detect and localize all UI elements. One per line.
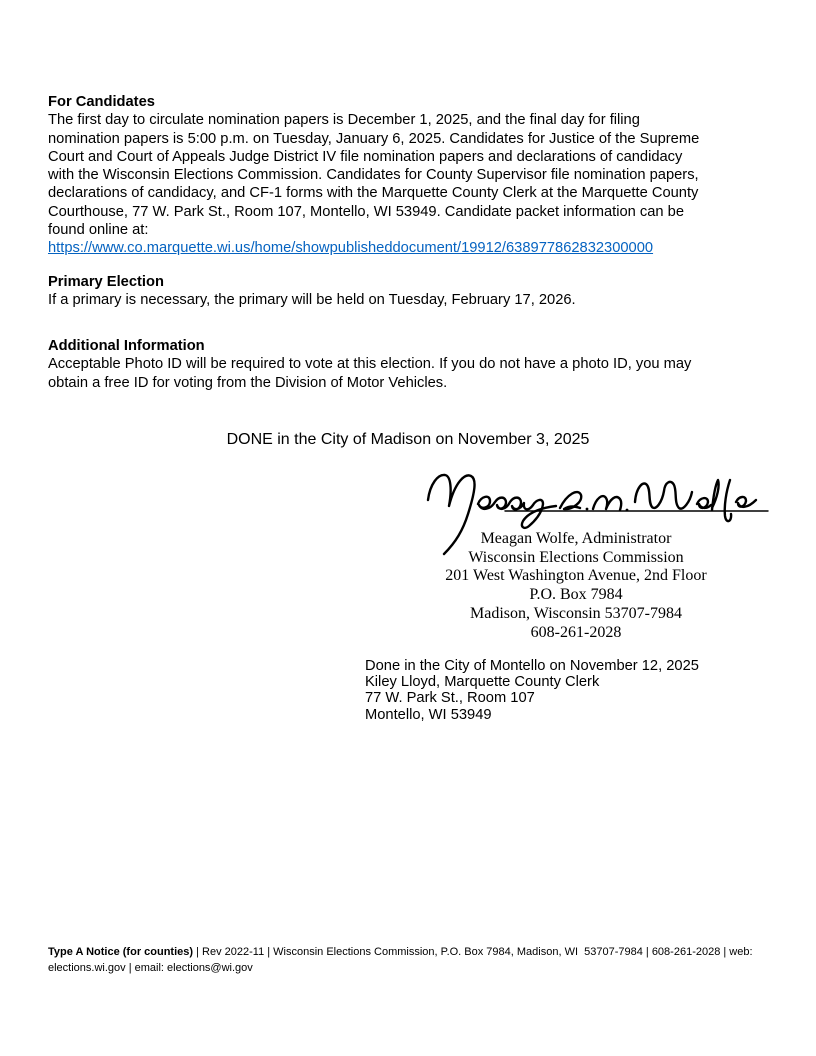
body-line: obtain a free ID for voting from the Division of Motor Vehicles. — [48, 374, 448, 391]
signature-block — [376, 530, 776, 642]
county-clerk-city-state-zip: Montello, WI 53949 — [365, 706, 492, 723]
body-line: found online at: — [48, 222, 149, 239]
footer — [48, 944, 788, 976]
section-for-candidates — [48, 93, 699, 258]
body-line: Acceptable Photo ID will be required to vote at this election. If you do not have a photo ID, you may — [48, 356, 692, 373]
done-statement: DONE in the City of Madison on November 3, 2025 — [226, 431, 590, 448]
signatory-name-title: Meagan Wolfe, Administrator — [480, 530, 672, 547]
body-line: with the Wisconsin Elections Commission. Candidates for County Supervisor file nomination papers, — [48, 167, 699, 184]
primary-election-heading: Primary Election — [48, 274, 164, 290]
signatory-city-state-zip: Madison, Wisconsin 53707-7984 — [470, 604, 682, 622]
for-candidates-heading: For Candidates — [48, 94, 155, 110]
footer-info-line1: | Rev 2022-11 | Wisconsin Elections Commission, P.O. Box 7984, Madison, WI 53707-7984 | 608-261-2028 | web: — [193, 946, 753, 958]
body-line: If a primary is necessary, the primary will be held on Tuesday, February 17, 2026. — [48, 292, 576, 309]
signatory-organization: Wisconsin Elections Commission — [468, 548, 684, 566]
footer-notice-type: Type A Notice (for counties) — [48, 946, 194, 958]
county-clerk-name: Kiley Lloyd, Marquette County Clerk — [365, 674, 600, 691]
county-done-statement: Done in the City of Montello on November 12, 2025 — [365, 658, 699, 674]
signatory-po-box: P.O. Box 7984 — [529, 586, 623, 604]
footer-info-line2: elections.wi.gov | email: elections@wi.gov — [48, 962, 253, 974]
body-line: declarations of candidacy, and CF-1 forms with the Marquette County Clerk at the Marquette County — [48, 185, 699, 202]
body-line: Courthouse, 77 W. Park St., Room 107, Montello, WI 53949. Candidate packet information can be — [48, 203, 684, 220]
section-additional-information — [48, 337, 691, 392]
body-line: nomination papers is 5:00 p.m. on Tuesday, January 6, 2025. Candidates for Justice of the Supreme — [48, 130, 700, 147]
additional-information-heading: Additional Information — [48, 338, 205, 354]
signatory-phone: 608-261-2028 — [530, 623, 622, 641]
signatory-street-address: 201 West Washington Avenue, 2nd Floor — [445, 567, 707, 585]
county-attestation-block — [365, 658, 699, 723]
section-primary-election — [48, 273, 576, 310]
candidate-packet-link[interactable]: https://www.co.marquette.wi.us/home/showpublisheddocument/19912/638977862832300000 — [48, 240, 654, 257]
body-line: The first day to circulate nomination papers is December 1, 2025, and the final day for filing — [48, 112, 640, 129]
county-clerk-address: 77 W. Park St., Room 107 — [365, 690, 535, 707]
body-line: Court and Court of Appeals Judge District IV file nomination papers and declarations of candidacy — [48, 148, 683, 165]
